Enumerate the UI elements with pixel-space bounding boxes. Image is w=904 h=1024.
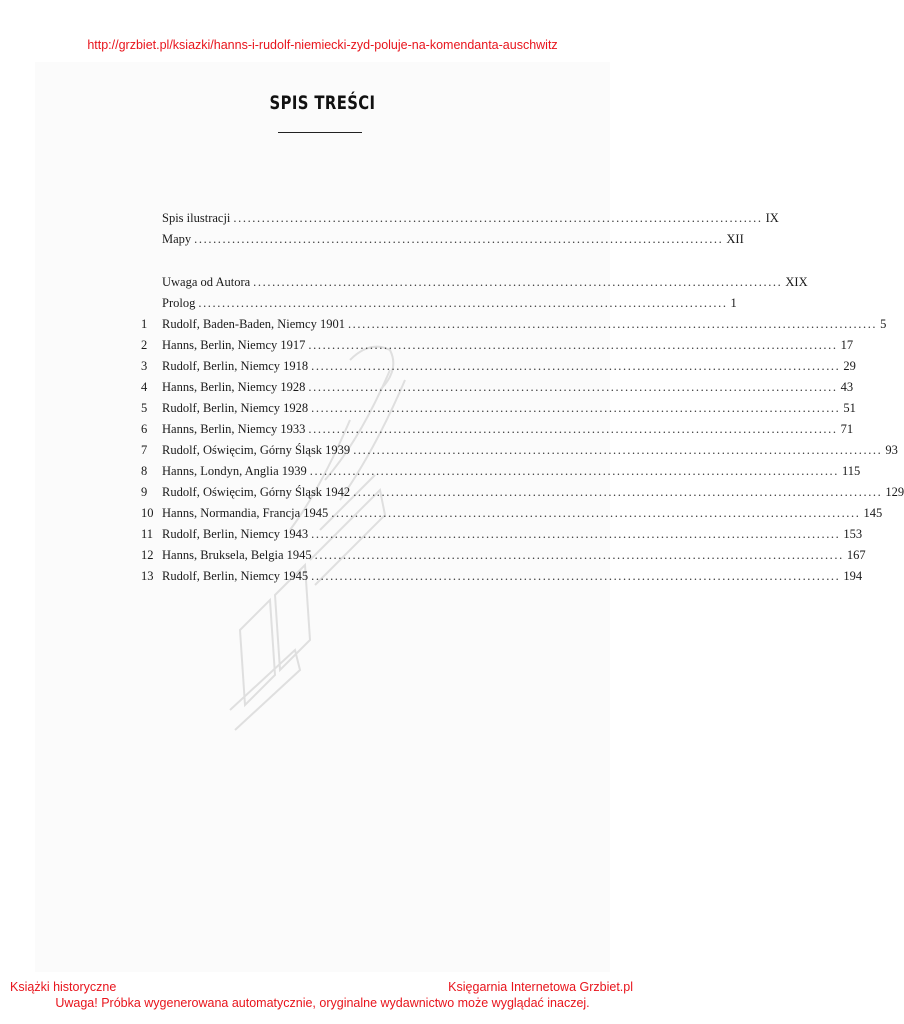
toc-entry-page: 93 <box>885 443 898 457</box>
toc-entry-number: 8 <box>141 464 148 478</box>
toc-entry-label: Hanns, Berlin, Niemcy 1917 <box>162 338 306 352</box>
toc-entry[interactable] <box>141 293 737 314</box>
toc-entry-page: 43 <box>840 380 854 394</box>
toc-entry-number: 13 <box>141 569 154 583</box>
toc-entry-number: 5 <box>141 401 148 415</box>
toc-entry-number: 4 <box>141 380 148 394</box>
toc-leader-dots: ................................................................................................................ <box>347 317 878 331</box>
footer-category[interactable]: Książki historyczne <box>10 980 117 994</box>
toc-leader-dots: ................................................................................................................ <box>308 422 838 436</box>
toc-entry[interactable] <box>141 566 863 587</box>
toc-entry-number: 2 <box>141 338 148 352</box>
toc-entry-number: 3 <box>141 359 148 373</box>
toc-entry[interactable] <box>141 377 854 398</box>
toc-chapter-list <box>141 272 904 587</box>
toc-entry-number: 12 <box>141 548 154 562</box>
toc-entry-page: 194 <box>843 569 863 583</box>
toc-entry[interactable] <box>141 335 854 356</box>
toc-entry[interactable] <box>141 398 856 419</box>
footer-store-name[interactable]: Księgarnia Internetowa Grzbiet.pl <box>448 980 633 994</box>
toc-entry-page: 5 <box>880 317 887 331</box>
toc-entry-number: 9 <box>141 485 148 499</box>
toc-entry-label: Hanns, Berlin, Niemcy 1928 <box>162 380 306 394</box>
toc-leader-dots: ................................................................................................................ <box>198 296 728 310</box>
toc-entry-page: 29 <box>843 359 856 373</box>
toc-entry-page: 167 <box>846 548 866 562</box>
toc-entry[interactable] <box>141 272 808 293</box>
page-title: SPIS TREŚCI <box>269 92 376 114</box>
toc-entry[interactable] <box>141 419 854 440</box>
table-of-contents <box>141 208 904 587</box>
toc-entry[interactable] <box>141 440 898 461</box>
toc-entry-page: 129 <box>885 485 904 499</box>
toc-entry[interactable] <box>141 545 866 566</box>
toc-leader-dots: ................................................................................................................ <box>311 401 841 415</box>
toc-entry-label: Hanns, Berlin, Niemcy 1933 <box>162 422 306 436</box>
toc-entry-label: Rudolf, Oświęcim, Górny Śląsk 1942 <box>162 485 351 499</box>
toc-leader-dots: ................................................................................................................ <box>353 485 883 499</box>
toc-entry-label: Rudolf, Berlin, Niemcy 1943 <box>162 527 309 541</box>
toc-entry-page: 153 <box>843 527 863 541</box>
toc-entry[interactable] <box>141 524 863 545</box>
toc-entry-page: 145 <box>863 506 883 520</box>
toc-entry[interactable] <box>141 461 861 482</box>
toc-entry-page: 71 <box>840 422 854 436</box>
toc-leader-dots: ................................................................................................................ <box>309 464 839 478</box>
toc-entry-page: XIX <box>785 275 808 289</box>
toc-leader-dots: ................................................................................................................ <box>331 506 861 520</box>
title-divider <box>278 132 362 133</box>
footer-disclaimer: Uwaga! Próbka wygenerowana automatycznie, oryginalne wydawnictwo może wyglądać inaczej. <box>55 996 590 1010</box>
toc-entry-label: Rudolf, Berlin, Niemcy 1918 <box>162 359 309 373</box>
toc-entry-page: XII <box>726 232 744 246</box>
toc-entry-number: 1 <box>141 317 148 331</box>
toc-leader-dots: ................................................................................................................ <box>353 443 883 457</box>
toc-entry-label: Rudolf, Oświęcim, Górny Śląsk 1939 <box>162 443 351 457</box>
toc-leader-dots: ................................................................................................................ <box>311 527 841 541</box>
toc-entry-label: Rudolf, Berlin, Niemcy 1928 <box>162 401 309 415</box>
toc-entry-label: Hanns, Bruksela, Belgia 1945 <box>162 548 312 562</box>
toc-entry-label: Spis ilustracji <box>162 211 231 225</box>
toc-entry-page: 1 <box>730 296 737 310</box>
toc-entry[interactable] <box>141 482 904 503</box>
toc-leader-dots: ................................................................................................................ <box>311 569 841 583</box>
toc-leader-dots: ................................................................................................................ <box>253 275 783 289</box>
toc-entry-front-matter[interactable] <box>141 208 779 229</box>
toc-entry-number: 6 <box>141 422 148 436</box>
source-url-link[interactable]: http://grzbiet.pl/ksiazki/hanns-i-rudolf-niemiecki-zyd-poluje-na-komendanta-auschwitz <box>87 38 558 52</box>
toc-leader-dots: ................................................................................................................ <box>233 211 763 225</box>
toc-entry-number: 7 <box>141 443 148 457</box>
toc-entry-label: Hanns, Londyn, Anglia 1939 <box>162 464 307 478</box>
toc-leader-dots: ................................................................................................................ <box>308 380 838 394</box>
toc-entry-page: 17 <box>840 338 854 352</box>
toc-entry-front-matter[interactable] <box>141 229 744 250</box>
toc-entry-label: Mapy <box>162 232 192 246</box>
toc-leader-dots: ................................................................................................................ <box>311 359 841 373</box>
toc-entry-number: 11 <box>141 527 154 541</box>
toc-entry-label: Hanns, Normandia, Francja 1945 <box>162 506 329 520</box>
toc-entry[interactable] <box>141 503 883 524</box>
toc-leader-dots: ................................................................................................................ <box>314 548 844 562</box>
toc-entry-label: Uwaga od Autora <box>162 275 251 289</box>
toc-entry-label: Rudolf, Baden-Baden, Niemcy 1901 <box>162 317 345 331</box>
toc-entry-number: 10 <box>141 506 154 520</box>
toc-leader-dots: ................................................................................................................ <box>194 232 724 246</box>
toc-entry-page: IX <box>765 211 779 225</box>
toc-entry-page: 115 <box>842 464 861 478</box>
toc-entry[interactable] <box>141 314 887 335</box>
toc-entry-label: Rudolf, Berlin, Niemcy 1945 <box>162 569 309 583</box>
toc-leader-dots: ................................................................................................................ <box>308 338 838 352</box>
toc-entry[interactable] <box>141 356 856 377</box>
toc-entry-label: Prolog <box>162 296 196 310</box>
toc-entry-page: 51 <box>843 401 856 415</box>
